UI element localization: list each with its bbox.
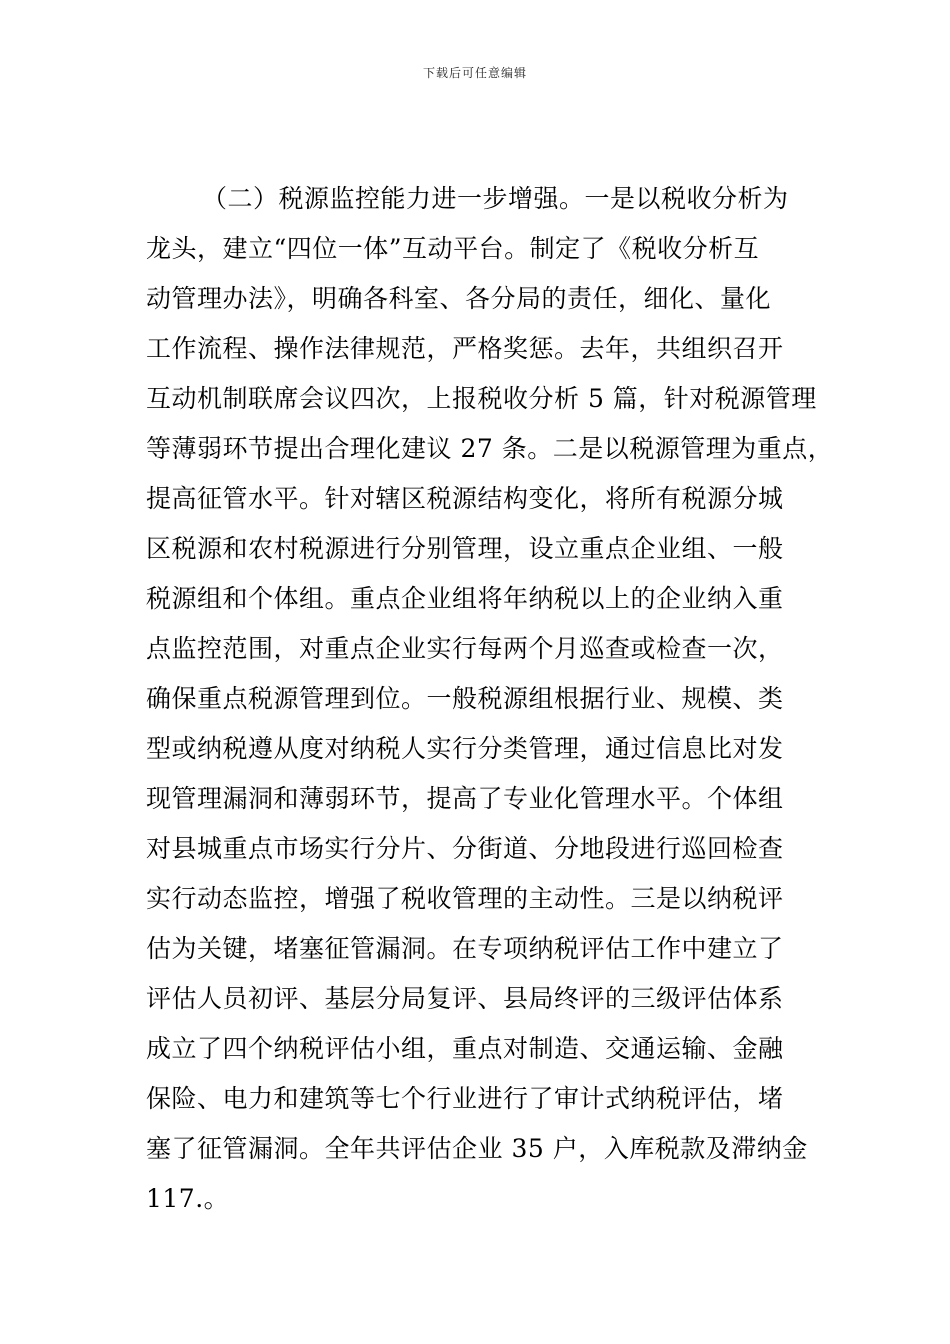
text-line: 等薄弱环节提出合理化建议 27 条。二是以税源管理为重点， <box>146 434 834 463</box>
text-line: 互动机制联席会议四次，上报税收分析 5 篇，针对税源管理 <box>146 384 817 413</box>
body-paragraph <box>146 174 834 1224</box>
text-line: 点监控范围，对重点企业实行每两个月巡查或检查一次， <box>146 634 784 663</box>
text-line: 对县城重点市场实行分片、分街道、分地段进行巡回检查 <box>146 834 784 863</box>
text-line: 塞了征管漏洞。全年共评估企业 35 户，入库税款及滞纳金 <box>146 1134 808 1163</box>
page-header: 下载后可任意编辑 <box>422 66 527 80</box>
text-line: 评估人员初评、基层分局复评、县局终评的三级评估体系 <box>146 984 784 1013</box>
text-line: 动管理办法》，明确各科室、各分局的责任，细化、量化 <box>146 284 772 313</box>
text-line: 117.。 <box>146 1184 230 1213</box>
text-line: 成立了四个纳税评估小组，重点对制造、交通运输、金融 <box>146 1034 784 1063</box>
text-line: 保险、电力和建筑等七个行业进行了审计式纳税评估，堵 <box>146 1084 784 1113</box>
text-line: 龙头，建立“四位一体”互动平台。制定了《税收分析互 <box>146 234 760 263</box>
text-line: 提高征管水平。针对辖区税源结构变化，将所有税源分城 <box>146 484 784 513</box>
text-line: 型或纳税遵从度对纳税人实行分类管理，通过信息比对发 <box>146 734 784 763</box>
text-line: （二）税源监控能力进一步增强。一是以税收分析为 <box>202 184 789 213</box>
text-line: 确保重点税源管理到位。一般税源组根据行业、规模、类 <box>146 684 784 713</box>
text-line: 税源组和个体组。重点企业组将年纳税以上的企业纳入重 <box>146 584 784 613</box>
text-line: 估为关键，堵塞征管漏洞。在专项纳税评估工作中建立了 <box>146 934 784 963</box>
text-line: 区税源和农村税源进行分别管理，设立重点企业组、一般 <box>146 534 784 563</box>
text-line: 工作流程、操作法律规范，严格奖惩。去年，共组织召开 <box>146 334 784 363</box>
text-line: 实行动态监控，增强了税收管理的主动性。三是以纳税评 <box>146 884 784 913</box>
text-line: 现管理漏洞和薄弱环节，提高了专业化管理水平。个体组 <box>146 784 784 813</box>
